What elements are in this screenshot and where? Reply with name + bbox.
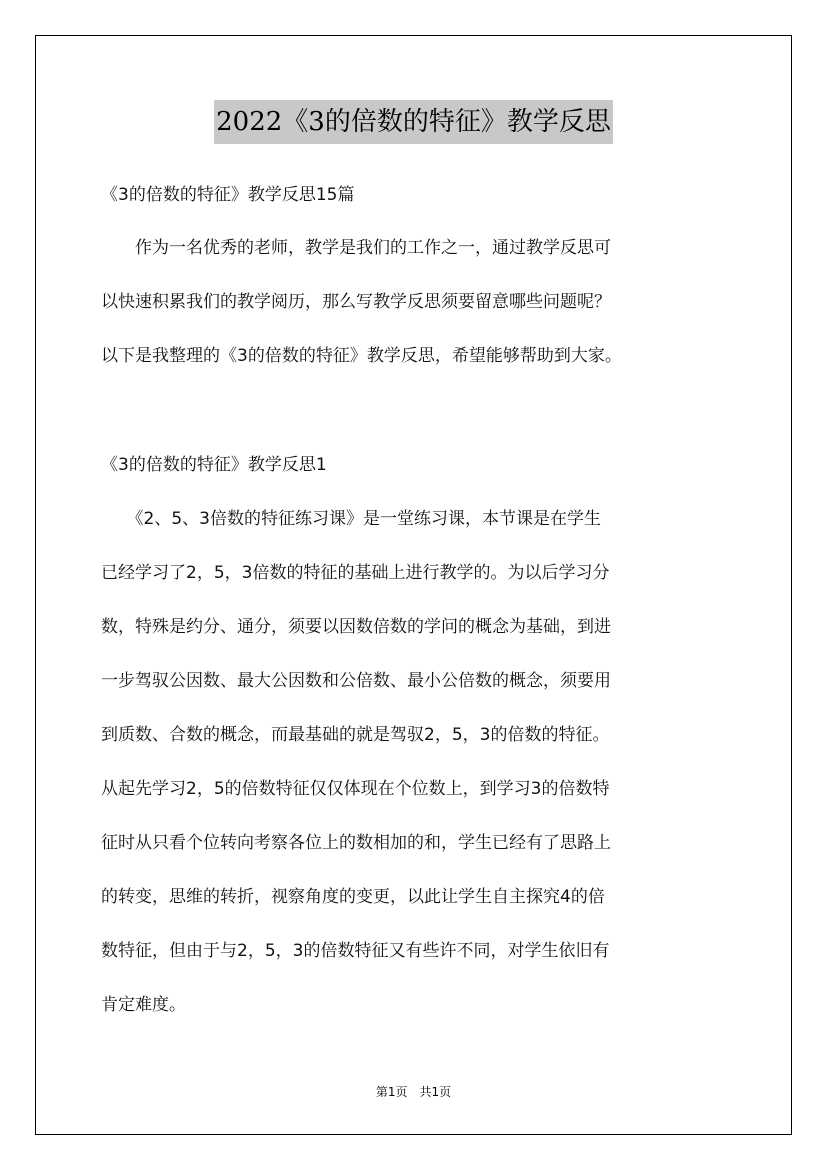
intro-line: 作为一名优秀的老师，教学是我们的工作之一，通过教学反思可 bbox=[101, 238, 611, 258]
paragraph-line: 已经学习了2，5，3倍数的特征的基础上进行教学的。为以后学习分 bbox=[101, 563, 610, 583]
paragraph-line: 数特征，但由于与2，5，3的倍数特征又有些许不同，对学生依旧有 bbox=[101, 941, 610, 961]
paragraph-line: 的转变，思维的转折，视察角度的变更，以此让学生自主探究4的倍 bbox=[101, 887, 605, 907]
title-container bbox=[0, 100, 827, 144]
paragraph-line: 一步驾驭公因数、最大公因数和公倍数、最小公倍数的概念，须要用 bbox=[101, 671, 611, 691]
paragraph-line: 征时从只看个位转向考察各位上的数相加的和，学生已经有了思路上 bbox=[101, 833, 611, 853]
intro-line: 以下是我整理的《3的倍数的特征》教学反思，希望能够帮助到大家。 bbox=[101, 346, 622, 366]
paragraph-line: 《2、5、3倍数的特征练习课》是一堂练习课，本节课是在学生 bbox=[101, 509, 601, 529]
paragraph-line: 到质数、合数的概念，而最基础的就是驾驭2，5，3的倍数的特征。 bbox=[101, 725, 610, 745]
intro-paragraph bbox=[101, 221, 741, 383]
document-subtitle: 《3的倍数的特征》教学反思15篇 bbox=[101, 185, 355, 205]
paragraph-line: 肯定难度。 bbox=[101, 995, 186, 1015]
document-title: 2022《3的倍数的特征》教学反思 bbox=[214, 100, 613, 144]
section-heading: 《3的倍数的特征》教学反思1 bbox=[101, 455, 327, 475]
paragraph-line: 数，特殊是约分、通分，须要以因数倍数的学问的概念为基础，到进 bbox=[101, 617, 611, 637]
section-paragraph bbox=[101, 492, 741, 1032]
paragraph-line: 从起先学习2，5的倍数特征仅仅体现在个位数上，到学习3的倍数特 bbox=[101, 779, 610, 799]
page-footer: 第1页 共1页 bbox=[375, 1085, 452, 1099]
intro-line: 以快速积累我们的教学阅历，那么写教学反思须要留意哪些问题呢？ bbox=[101, 292, 611, 312]
